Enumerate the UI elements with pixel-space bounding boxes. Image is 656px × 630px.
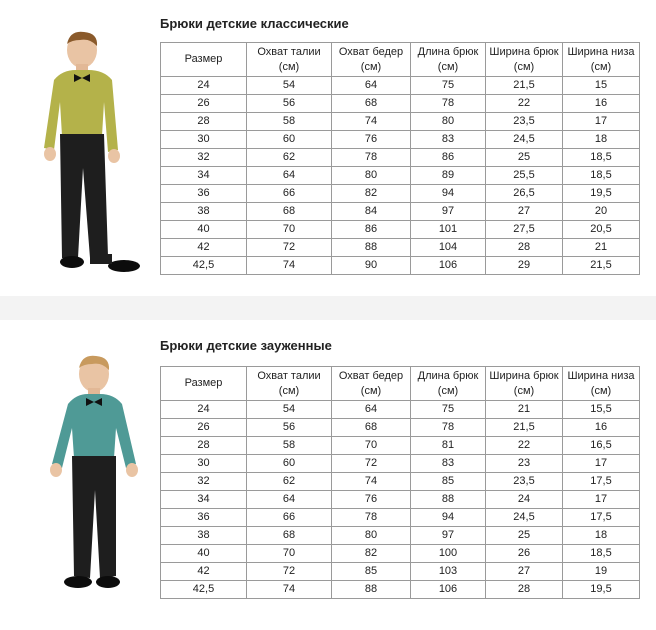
cell: 78 [332,509,411,527]
cell: 18,5 [563,167,640,185]
cell: 23,5 [486,113,563,131]
boy-model-photo [44,354,148,594]
cell: 29 [486,257,563,275]
cell: 21,5 [563,257,640,275]
header-waist: Охват талии (см) [247,367,332,401]
cell: 28 [161,113,247,131]
cell: 18 [563,527,640,545]
table-header-row [161,43,640,77]
table-row [161,527,640,545]
cell: 25,5 [486,167,563,185]
cell: 86 [411,149,486,167]
table-row [161,149,640,167]
cell: 27,5 [486,221,563,239]
cell: 62 [247,149,332,167]
cell: 86 [332,221,411,239]
table-row [161,221,640,239]
cell: 62 [247,473,332,491]
cell: 23 [486,455,563,473]
section-title: Брюки детские зауженные [160,338,332,353]
size-table [160,366,640,599]
header-length: Длина брюк (см) [411,367,486,401]
section-classic [0,0,656,296]
cell: 28 [486,581,563,599]
header-size: Размер [161,367,247,401]
cell: 22 [486,95,563,113]
cell: 27 [486,563,563,581]
cell: 82 [332,185,411,203]
cell: 42,5 [161,581,247,599]
cell: 30 [161,131,247,149]
section-slim [0,320,656,630]
cell: 78 [411,95,486,113]
cell: 36 [161,509,247,527]
cell: 70 [332,437,411,455]
cell: 80 [411,113,486,131]
cell: 88 [332,581,411,599]
cell: 60 [247,455,332,473]
cell: 103 [411,563,486,581]
cell: 30 [161,455,247,473]
table-row [161,545,640,563]
cell: 80 [332,167,411,185]
cell: 100 [411,545,486,563]
cell: 106 [411,257,486,275]
cell: 17 [563,491,640,509]
header-width: Ширина брюк (см) [486,367,563,401]
boy-model-photo [32,30,144,280]
cell: 42 [161,239,247,257]
cell: 21 [486,401,563,419]
header-hips: Охват бедер (см) [332,43,411,77]
cell: 54 [247,77,332,95]
cell: 24,5 [486,509,563,527]
cell: 58 [247,437,332,455]
table-row [161,455,640,473]
cell: 88 [411,491,486,509]
cell: 104 [411,239,486,257]
cell: 25 [486,527,563,545]
cell: 54 [247,401,332,419]
table-row [161,419,640,437]
cell: 17 [563,113,640,131]
cell: 20,5 [563,221,640,239]
cell: 101 [411,221,486,239]
cell: 70 [247,221,332,239]
cell: 18,5 [563,149,640,167]
cell: 26 [161,419,247,437]
cell: 24,5 [486,131,563,149]
header-bottom-width: Ширина низа (см) [563,43,640,77]
cell: 38 [161,203,247,221]
cell: 19 [563,563,640,581]
table-row [161,131,640,149]
cell: 74 [247,581,332,599]
cell: 20 [563,203,640,221]
cell: 70 [247,545,332,563]
cell: 34 [161,167,247,185]
size-table [160,42,640,275]
cell: 21,5 [486,77,563,95]
table-row [161,239,640,257]
table-row [161,437,640,455]
cell: 19,5 [563,581,640,599]
cell: 94 [411,185,486,203]
table-row [161,95,640,113]
table-header-row [161,367,640,401]
cell: 26 [161,95,247,113]
table-row [161,203,640,221]
cell: 15,5 [563,401,640,419]
cell: 64 [332,401,411,419]
cell: 17,5 [563,473,640,491]
cell: 16,5 [563,437,640,455]
cell: 18,5 [563,545,640,563]
cell: 88 [332,239,411,257]
cell: 66 [247,509,332,527]
cell: 36 [161,185,247,203]
header-bottom-width: Ширина низа (см) [563,367,640,401]
cell: 26 [486,545,563,563]
cell: 64 [247,167,332,185]
cell: 75 [411,77,486,95]
cell: 68 [332,419,411,437]
cell: 97 [411,527,486,545]
cell: 22 [486,437,563,455]
cell: 94 [411,509,486,527]
cell: 72 [332,455,411,473]
table-row [161,113,640,131]
cell: 76 [332,131,411,149]
cell: 75 [411,401,486,419]
table-row [161,257,640,275]
cell: 42 [161,563,247,581]
cell: 24 [161,77,247,95]
cell: 40 [161,545,247,563]
cell: 80 [332,527,411,545]
cell: 85 [332,563,411,581]
cell: 68 [247,203,332,221]
cell: 17 [563,455,640,473]
cell: 21 [563,239,640,257]
table-row [161,491,640,509]
table-row [161,185,640,203]
cell: 74 [247,257,332,275]
cell: 81 [411,437,486,455]
cell: 38 [161,527,247,545]
cell: 56 [247,95,332,113]
cell: 60 [247,131,332,149]
cell: 23,5 [486,473,563,491]
cell: 16 [563,419,640,437]
cell: 32 [161,149,247,167]
cell: 72 [247,239,332,257]
header-width: Ширина брюк (см) [486,43,563,77]
table-row [161,509,640,527]
cell: 68 [332,95,411,113]
header-waist: Охват талии (см) [247,43,332,77]
cell: 97 [411,203,486,221]
cell: 106 [411,581,486,599]
cell: 32 [161,473,247,491]
table-row [161,77,640,95]
cell: 24 [161,401,247,419]
header-hips: Охват бедер (см) [332,367,411,401]
cell: 28 [161,437,247,455]
cell: 78 [332,149,411,167]
cell: 84 [332,203,411,221]
table-row [161,473,640,491]
cell: 28 [486,239,563,257]
cell: 68 [247,527,332,545]
cell: 74 [332,473,411,491]
cell: 74 [332,113,411,131]
cell: 21,5 [486,419,563,437]
table-row [161,563,640,581]
cell: 42,5 [161,257,247,275]
cell: 25 [486,149,563,167]
cell: 56 [247,419,332,437]
cell: 85 [411,473,486,491]
cell: 26,5 [486,185,563,203]
cell: 24 [486,491,563,509]
cell: 90 [332,257,411,275]
cell: 76 [332,491,411,509]
cell: 78 [411,419,486,437]
cell: 19,5 [563,185,640,203]
cell: 16 [563,95,640,113]
cell: 40 [161,221,247,239]
cell: 66 [247,185,332,203]
cell: 34 [161,491,247,509]
header-length: Длина брюк (см) [411,43,486,77]
cell: 18 [563,131,640,149]
cell: 64 [332,77,411,95]
header-size: Размер [161,43,247,77]
cell: 64 [247,491,332,509]
cell: 27 [486,203,563,221]
cell: 83 [411,131,486,149]
cell: 72 [247,563,332,581]
cell: 82 [332,545,411,563]
cell: 83 [411,455,486,473]
table-row [161,401,640,419]
section-title: Брюки детские классические [160,16,349,31]
cell: 15 [563,77,640,95]
table-row [161,167,640,185]
cell: 89 [411,167,486,185]
cell: 17,5 [563,509,640,527]
table-row [161,581,640,599]
cell: 58 [247,113,332,131]
